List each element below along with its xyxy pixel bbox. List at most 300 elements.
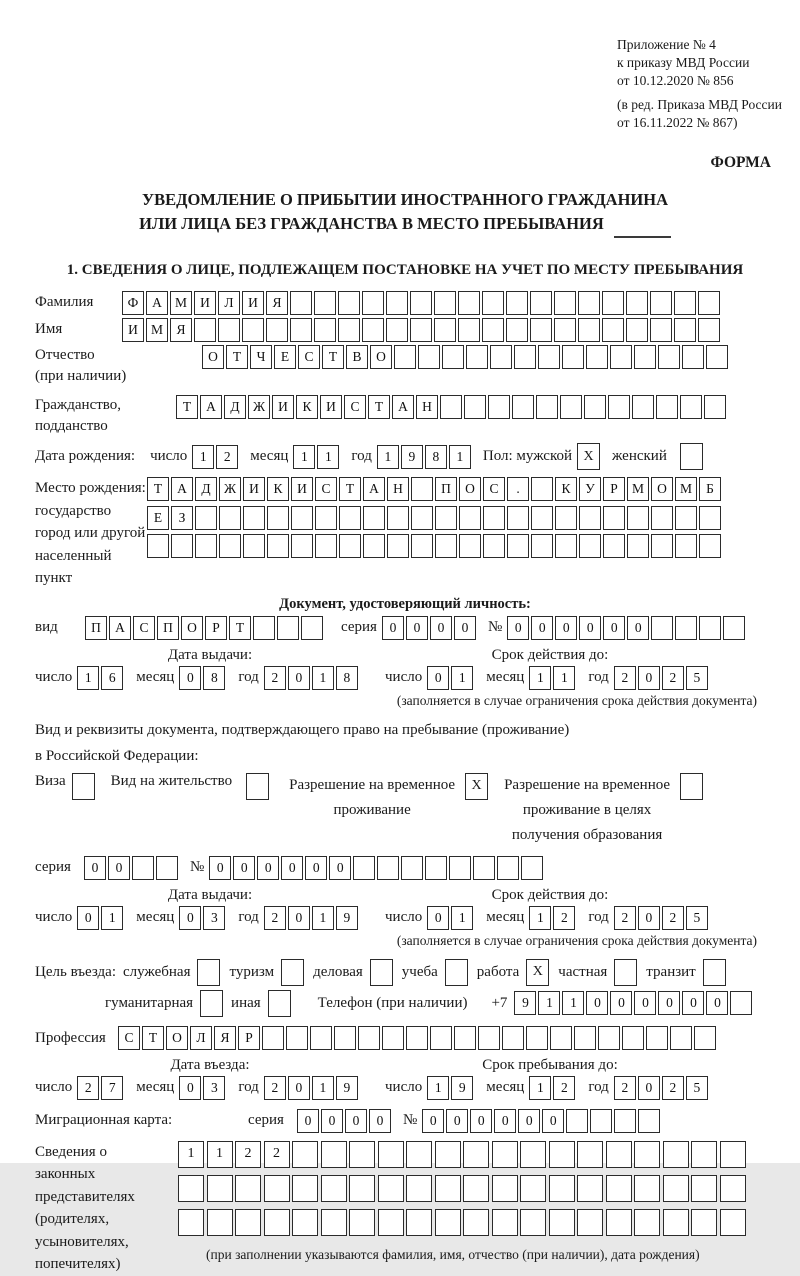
char-box[interactable]: 0 [430,616,452,640]
char-box[interactable] [578,318,600,342]
char-box[interactable] [566,1109,588,1133]
temp-permit-edu-checkbox[interactable] [680,773,703,800]
char-box[interactable] [458,291,480,315]
char-box[interactable] [560,395,582,419]
char-box[interactable] [435,1209,461,1236]
char-box[interactable] [321,1209,347,1236]
char-box[interactable] [218,318,240,342]
char-box[interactable] [549,1141,575,1168]
char-box[interactable] [674,318,696,342]
char-box[interactable]: 0 [634,991,656,1015]
char-box[interactable]: О [202,345,224,369]
char-box[interactable] [286,1026,308,1050]
char-box[interactable] [651,534,673,558]
char-box[interactable] [704,395,726,419]
char-box[interactable]: 1 [312,906,334,930]
char-box[interactable]: 1 [529,1076,551,1100]
char-box[interactable] [418,345,440,369]
char-box[interactable] [195,534,217,558]
char-box[interactable] [520,1141,546,1168]
char-box[interactable] [219,534,241,558]
char-box[interactable] [219,506,241,530]
char-box[interactable]: 1 [451,666,473,690]
char-box[interactable] [454,1026,476,1050]
char-box[interactable]: А [146,291,168,315]
char-box[interactable]: П [435,477,457,501]
char-box[interactable] [634,345,656,369]
char-box[interactable]: 8 [203,666,225,690]
char-box[interactable] [290,318,312,342]
char-box[interactable]: 0 [179,906,201,930]
char-box[interactable]: Е [274,345,296,369]
char-box[interactable] [634,1175,660,1202]
char-box[interactable]: 0 [579,616,601,640]
char-box[interactable] [698,291,720,315]
char-box[interactable] [670,1026,692,1050]
char-box[interactable] [194,318,216,342]
char-box[interactable]: 0 [494,1109,516,1133]
char-box[interactable] [507,534,529,558]
char-box[interactable]: 2 [614,666,636,690]
char-box[interactable] [363,534,385,558]
char-box[interactable]: 0 [603,616,625,640]
char-box[interactable] [243,534,265,558]
char-box[interactable]: 1 [529,666,551,690]
char-box[interactable]: Ж [248,395,270,419]
char-box[interactable]: А [109,616,131,640]
char-box[interactable]: 1 [178,1141,204,1168]
char-box[interactable]: 0 [531,616,553,640]
char-box[interactable] [458,318,480,342]
char-box[interactable]: И [242,291,264,315]
char-box[interactable] [578,291,600,315]
char-box[interactable]: Я [214,1026,236,1050]
char-box[interactable]: 1 [562,991,584,1015]
char-box[interactable]: 0 [658,991,680,1015]
char-box[interactable]: 0 [297,1109,319,1133]
char-box[interactable]: 2 [614,1076,636,1100]
char-box[interactable] [579,506,601,530]
char-box[interactable] [634,1141,660,1168]
char-box[interactable]: 0 [507,616,529,640]
char-box[interactable]: Я [266,291,288,315]
char-box[interactable]: 0 [406,616,428,640]
char-box[interactable]: Р [603,477,625,501]
char-box[interactable]: З [171,506,193,530]
char-box[interactable]: 7 [101,1076,123,1100]
char-box[interactable]: Т [226,345,248,369]
char-box[interactable] [235,1175,261,1202]
char-box[interactable] [531,477,553,501]
char-box[interactable]: Л [190,1026,212,1050]
char-box[interactable] [482,291,504,315]
char-box[interactable] [720,1141,746,1168]
char-box[interactable]: 9 [451,1076,473,1100]
sex-female-checkbox[interactable] [680,443,703,470]
char-box[interactable] [646,1026,668,1050]
char-box[interactable] [362,318,384,342]
char-box[interactable] [730,991,752,1015]
temp-permit-checkbox[interactable]: X [465,773,488,800]
purpose-work-checkbox[interactable]: X [526,959,549,986]
char-box[interactable]: 0 [427,906,449,930]
char-box[interactable]: О [166,1026,188,1050]
char-box[interactable]: 5 [686,1076,708,1100]
char-box[interactable] [507,506,529,530]
char-box[interactable] [675,506,697,530]
char-box[interactable] [243,506,265,530]
char-box[interactable]: Я [170,318,192,342]
char-box[interactable] [147,534,169,558]
char-box[interactable] [267,506,289,530]
char-box[interactable] [586,345,608,369]
char-box[interactable] [550,1026,572,1050]
char-box[interactable]: 1 [207,1141,233,1168]
char-box[interactable]: 9 [401,445,423,469]
char-box[interactable] [253,616,275,640]
char-box[interactable]: 2 [216,445,238,469]
char-box[interactable] [459,534,481,558]
char-box[interactable] [691,1141,717,1168]
char-box[interactable]: 0 [233,856,255,880]
char-box[interactable] [720,1209,746,1236]
char-box[interactable] [650,291,672,315]
char-box[interactable]: 0 [77,906,99,930]
char-box[interactable]: 1 [77,666,99,690]
char-box[interactable]: 0 [427,666,449,690]
char-box[interactable]: 8 [336,666,358,690]
char-box[interactable] [171,534,193,558]
char-box[interactable] [321,1141,347,1168]
char-box[interactable] [606,1141,632,1168]
char-box[interactable]: Н [387,477,409,501]
char-box[interactable] [627,506,649,530]
char-box[interactable] [658,345,680,369]
char-box[interactable]: 0 [288,1076,310,1100]
char-box[interactable]: 1 [377,445,399,469]
char-box[interactable] [699,616,721,640]
char-box[interactable]: Р [205,616,227,640]
char-box[interactable]: А [363,477,385,501]
char-box[interactable] [482,318,504,342]
char-box[interactable] [338,291,360,315]
char-box[interactable]: М [146,318,168,342]
char-box[interactable] [634,1209,660,1236]
char-box[interactable] [266,318,288,342]
char-box[interactable] [691,1175,717,1202]
purpose-commercial-checkbox[interactable] [370,959,393,986]
char-box[interactable]: 0 [288,666,310,690]
char-box[interactable]: 1 [538,991,560,1015]
char-box[interactable] [674,291,696,315]
char-box[interactable] [492,1141,518,1168]
char-box[interactable] [521,856,543,880]
char-box[interactable] [555,506,577,530]
char-box[interactable] [663,1141,689,1168]
char-box[interactable] [554,318,576,342]
char-box[interactable]: 0 [610,991,632,1015]
char-box[interactable] [554,291,576,315]
char-box[interactable]: С [315,477,337,501]
char-box[interactable]: 1 [192,445,214,469]
char-box[interactable]: К [296,395,318,419]
char-box[interactable] [492,1209,518,1236]
char-box[interactable]: М [170,291,192,315]
char-box[interactable] [178,1209,204,1236]
purpose-transit-checkbox[interactable] [703,959,726,986]
char-box[interactable] [406,1141,432,1168]
char-box[interactable]: 0 [382,616,404,640]
char-box[interactable] [195,506,217,530]
char-box[interactable] [626,318,648,342]
char-box[interactable] [720,1175,746,1202]
char-box[interactable] [614,1109,636,1133]
char-box[interactable] [488,395,510,419]
char-box[interactable]: Ж [219,477,241,501]
char-box[interactable]: О [370,345,392,369]
char-box[interactable]: . [507,477,529,501]
char-box[interactable] [310,1026,332,1050]
char-box[interactable] [321,1175,347,1202]
char-box[interactable] [675,534,697,558]
char-box[interactable] [574,1026,596,1050]
char-box[interactable]: Л [218,291,240,315]
char-box[interactable]: 0 [257,856,279,880]
char-box[interactable]: С [344,395,366,419]
char-box[interactable] [207,1209,233,1236]
char-box[interactable] [699,506,721,530]
char-box[interactable]: 2 [662,1076,684,1100]
char-box[interactable]: 0 [321,1109,343,1133]
char-box[interactable]: 0 [422,1109,444,1133]
char-box[interactable]: 2 [235,1141,261,1168]
char-box[interactable]: 1 [312,1076,334,1100]
char-box[interactable] [706,345,728,369]
char-box[interactable]: А [200,395,222,419]
char-box[interactable] [178,1175,204,1202]
char-box[interactable] [694,1026,716,1050]
char-box[interactable] [349,1141,375,1168]
char-box[interactable] [638,1109,660,1133]
char-box[interactable]: О [181,616,203,640]
char-box[interactable] [584,395,606,419]
char-box[interactable]: 0 [345,1109,367,1133]
char-box[interactable]: П [157,616,179,640]
char-box[interactable]: 2 [264,1076,286,1100]
char-box[interactable] [514,345,536,369]
char-box[interactable] [292,1141,318,1168]
char-box[interactable] [627,534,649,558]
char-box[interactable]: Е [147,506,169,530]
char-box[interactable]: 0 [470,1109,492,1133]
char-box[interactable] [577,1175,603,1202]
char-box[interactable]: 0 [706,991,728,1015]
char-box[interactable]: П [85,616,107,640]
char-box[interactable]: Д [224,395,246,419]
char-box[interactable]: М [675,477,697,501]
char-box[interactable] [406,1175,432,1202]
char-box[interactable]: 0 [179,1076,201,1100]
char-box[interactable] [562,345,584,369]
char-box[interactable] [386,318,408,342]
char-box[interactable]: 0 [682,991,704,1015]
char-box[interactable]: 1 [529,906,551,930]
char-box[interactable]: 0 [638,906,660,930]
char-box[interactable] [435,1175,461,1202]
char-box[interactable]: 0 [454,616,476,640]
char-box[interactable] [610,345,632,369]
char-box[interactable]: 2 [553,906,575,930]
char-box[interactable] [235,1209,261,1236]
char-box[interactable]: Т [142,1026,164,1050]
char-box[interactable] [699,534,721,558]
char-box[interactable] [264,1209,290,1236]
char-box[interactable] [440,395,462,419]
char-box[interactable]: 1 [451,906,473,930]
char-box[interactable] [314,318,336,342]
char-box[interactable] [663,1175,689,1202]
char-box[interactable] [466,345,488,369]
char-box[interactable] [267,534,289,558]
char-box[interactable]: 6 [101,666,123,690]
char-box[interactable] [349,1209,375,1236]
char-box[interactable] [339,506,361,530]
char-box[interactable] [378,1175,404,1202]
char-box[interactable] [339,534,361,558]
char-box[interactable]: 8 [425,445,447,469]
char-box[interactable]: С [298,345,320,369]
char-box[interactable] [394,345,416,369]
char-box[interactable] [520,1209,546,1236]
char-box[interactable] [435,534,457,558]
char-box[interactable]: М [627,477,649,501]
char-box[interactable] [386,291,408,315]
char-box[interactable] [598,1026,620,1050]
char-box[interactable] [362,291,384,315]
char-box[interactable] [691,1209,717,1236]
char-box[interactable]: Т [147,477,169,501]
char-box[interactable] [442,345,464,369]
char-box[interactable] [506,291,528,315]
char-box[interactable] [651,506,673,530]
char-box[interactable] [651,616,673,640]
char-box[interactable] [497,856,519,880]
char-box[interactable]: 2 [77,1076,99,1100]
char-box[interactable]: 9 [336,906,358,930]
char-box[interactable] [406,1209,432,1236]
purpose-business-checkbox[interactable] [197,959,220,986]
char-box[interactable] [377,856,399,880]
char-box[interactable]: И [194,291,216,315]
char-box[interactable]: Т [322,345,344,369]
char-box[interactable]: О [459,477,481,501]
char-box[interactable] [382,1026,404,1050]
char-box[interactable] [449,856,471,880]
char-box[interactable] [463,1209,489,1236]
char-box[interactable] [434,291,456,315]
char-box[interactable] [602,291,624,315]
char-box[interactable] [277,616,299,640]
char-box[interactable] [434,318,456,342]
char-box[interactable] [464,395,486,419]
char-box[interactable] [411,534,433,558]
char-box[interactable]: 0 [446,1109,468,1133]
char-box[interactable]: 2 [662,906,684,930]
char-box[interactable] [353,856,375,880]
char-box[interactable]: Ч [250,345,272,369]
char-box[interactable]: 2 [614,906,636,930]
char-box[interactable] [632,395,654,419]
char-box[interactable] [549,1209,575,1236]
char-box[interactable] [301,616,323,640]
char-box[interactable] [577,1209,603,1236]
char-box[interactable] [242,318,264,342]
char-box[interactable] [538,345,560,369]
char-box[interactable]: 0 [638,666,660,690]
char-box[interactable]: С [133,616,155,640]
char-box[interactable] [410,318,432,342]
char-box[interactable] [506,318,528,342]
char-box[interactable] [262,1026,284,1050]
char-box[interactable] [290,291,312,315]
char-box[interactable] [459,506,481,530]
char-box[interactable]: А [171,477,193,501]
char-box[interactable]: 1 [427,1076,449,1100]
char-box[interactable]: Н [416,395,438,419]
char-box[interactable] [622,1026,644,1050]
char-box[interactable] [291,506,313,530]
char-box[interactable]: 0 [542,1109,564,1133]
char-box[interactable]: 0 [108,856,130,880]
char-box[interactable]: 2 [264,666,286,690]
char-box[interactable] [520,1175,546,1202]
char-box[interactable]: 2 [264,906,286,930]
char-box[interactable] [411,477,433,501]
char-box[interactable] [264,1175,290,1202]
char-box[interactable] [723,616,745,640]
char-box[interactable] [492,1175,518,1202]
char-box[interactable] [549,1175,575,1202]
char-box[interactable] [349,1175,375,1202]
char-box[interactable] [334,1026,356,1050]
char-box[interactable] [512,395,534,419]
char-box[interactable]: 9 [336,1076,358,1100]
char-box[interactable] [473,856,495,880]
char-box[interactable] [378,1209,404,1236]
char-box[interactable]: И [272,395,294,419]
char-box[interactable] [338,318,360,342]
char-box[interactable]: И [320,395,342,419]
char-box[interactable] [463,1141,489,1168]
char-box[interactable]: 0 [179,666,201,690]
char-box[interactable] [483,506,505,530]
char-box[interactable]: 2 [662,666,684,690]
char-box[interactable]: 0 [305,856,327,880]
char-box[interactable]: И [122,318,144,342]
char-box[interactable] [156,856,178,880]
char-box[interactable] [378,1141,404,1168]
char-box[interactable]: Т [339,477,361,501]
char-box[interactable] [363,506,385,530]
char-box[interactable] [401,856,423,880]
char-box[interactable] [435,1141,461,1168]
char-box[interactable] [406,1026,428,1050]
purpose-other-checkbox[interactable] [268,990,291,1017]
char-box[interactable]: А [392,395,414,419]
purpose-tourism-checkbox[interactable] [281,959,304,986]
char-box[interactable]: 3 [203,1076,225,1100]
char-box[interactable]: 2 [553,1076,575,1100]
